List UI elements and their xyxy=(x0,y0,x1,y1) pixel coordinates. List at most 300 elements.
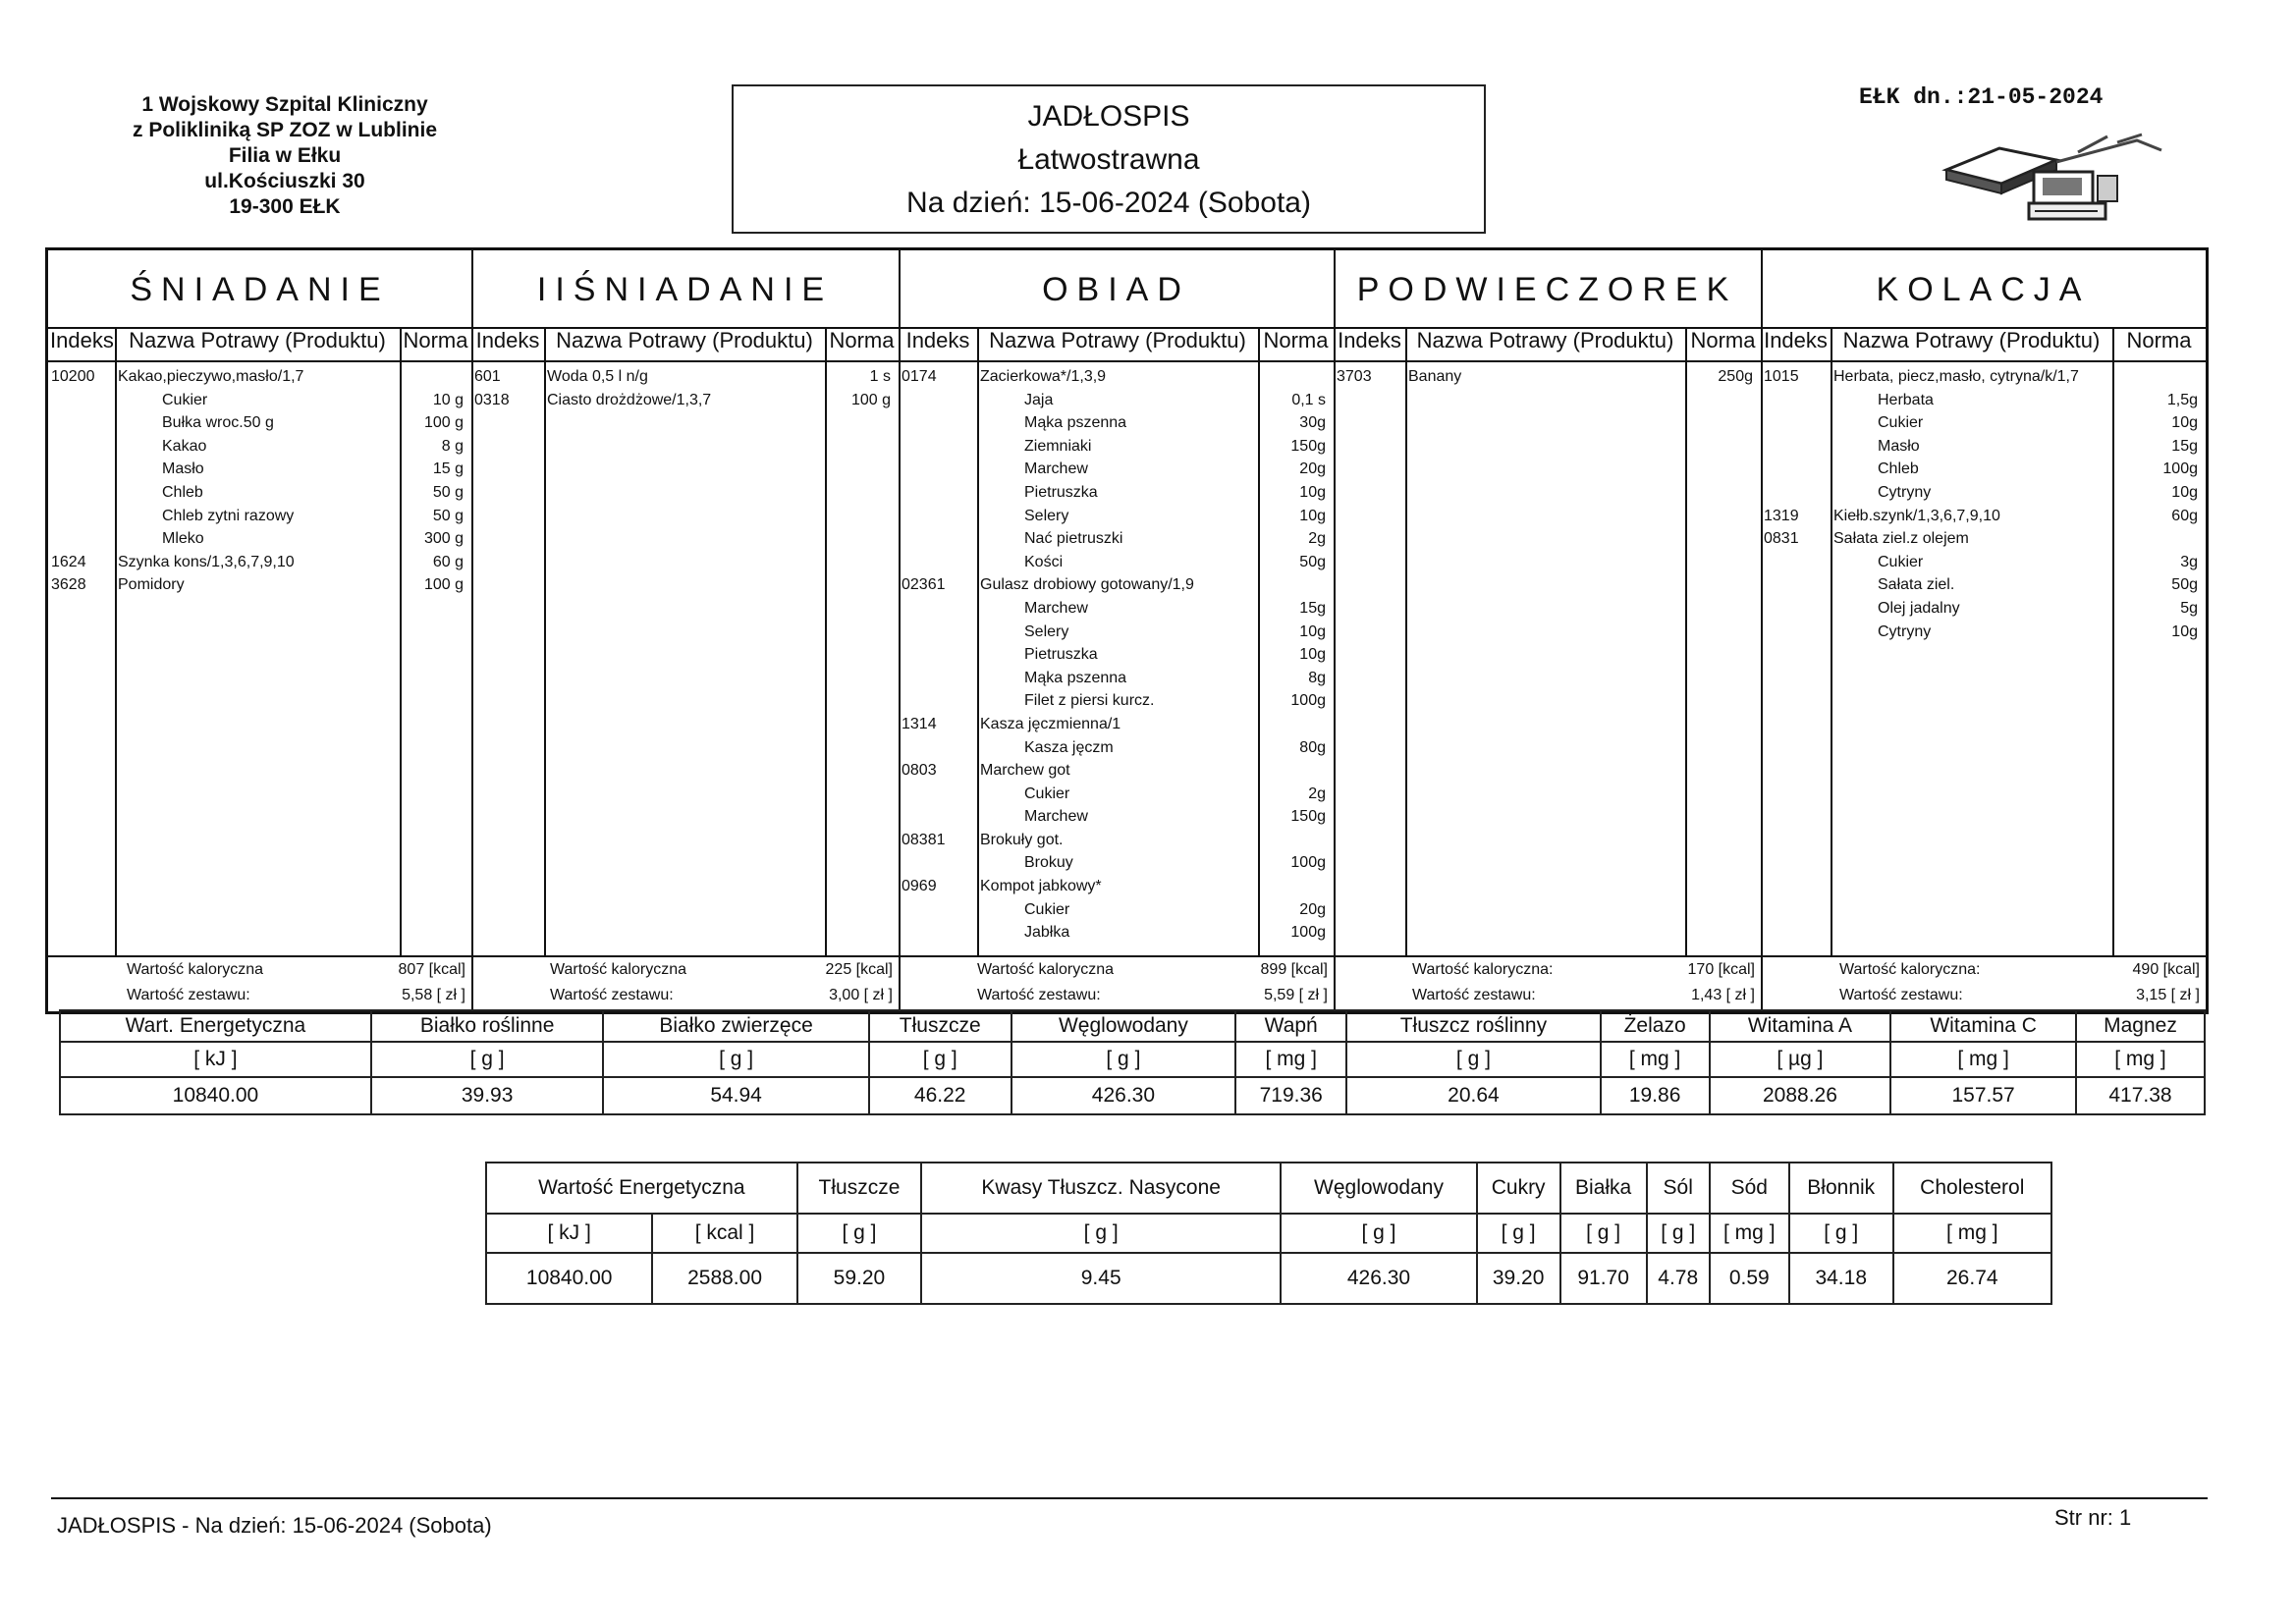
ingredient-name: Filet z piersi kurcz. xyxy=(1024,692,1155,710)
ingredient-name: Cytryny xyxy=(1878,622,1932,640)
dish-index: 0803 xyxy=(902,762,937,780)
meal-separator xyxy=(1334,250,1336,1011)
dish-name: Kiełb.szynk/1,3,6,7,9,10 xyxy=(1833,507,2000,524)
ingredient-name: Cukier xyxy=(1024,784,1070,802)
dish-column xyxy=(1408,365,1461,389)
nutrient-unit: [ g ] xyxy=(1346,1042,1600,1077)
index-column xyxy=(902,365,946,945)
nutrient-header: Wart. Energetyczna xyxy=(60,1010,371,1042)
set-cost-label: Wartość zestawu: xyxy=(1412,987,1536,1003)
calorie-value-value: 225 [kcal] xyxy=(825,961,893,978)
column-line xyxy=(1685,327,1687,955)
set-cost xyxy=(550,983,897,1008)
dish-norm: 80g xyxy=(1299,738,1326,756)
set-cost-label: Wartość zestawu: xyxy=(977,987,1101,1003)
dish-column xyxy=(547,365,711,411)
nutrient-value: 10840.00 xyxy=(60,1077,371,1114)
nutrient-value: 91.70 xyxy=(1560,1253,1647,1304)
menu-day: Na dzień: 15-06-2024 (Sobota) xyxy=(906,187,1311,219)
dish-norm: 30g xyxy=(1299,414,1326,432)
dish-column xyxy=(118,365,303,597)
nutrient-value: 2088.26 xyxy=(1710,1077,1891,1114)
dish-index xyxy=(1764,551,1799,574)
nutrient-header: Cholesterol xyxy=(1893,1163,2051,1214)
dish-index xyxy=(902,898,946,922)
set-cost-value: 3,00 [ zł ] xyxy=(829,987,893,1003)
calorie-value xyxy=(977,957,1332,983)
dish-index xyxy=(1764,411,1799,435)
set-cost-label: Wartość zestawu: xyxy=(127,987,250,1003)
column-line xyxy=(977,327,979,955)
dish-index xyxy=(902,527,946,551)
calorie-value-label: Wartość kaloryczna: xyxy=(1412,961,1554,978)
hospital-city: 19-300 EŁK xyxy=(229,195,341,218)
ingredient-name: Marchew xyxy=(1024,808,1088,826)
nutrient-value: 26.74 xyxy=(1893,1253,2051,1304)
nutrient-header: Tłuszcze xyxy=(797,1163,921,1214)
nutrient-value: 20.64 xyxy=(1346,1077,1600,1114)
nutrient-header: Białko zwierzęce xyxy=(603,1010,868,1042)
dish-norm: 5g xyxy=(2180,599,2198,617)
dish-norm: 100 g xyxy=(850,391,891,408)
dish-column xyxy=(1833,365,2079,643)
nutrient-header: Węglowodany xyxy=(1011,1010,1236,1042)
print-date: EŁK dn.:21-05-2024 xyxy=(1859,84,2104,110)
nutrient-value: 417.38 xyxy=(2076,1077,2205,1114)
dish-index: 0969 xyxy=(902,878,937,895)
nutrient-unit: [ g ] xyxy=(1560,1214,1647,1253)
ingredient-name: Chleb xyxy=(1878,460,1919,478)
dish-norm: 10g xyxy=(1299,646,1326,664)
dish-norm: 100g xyxy=(2162,460,2198,478)
nutrient-header: Żelazo xyxy=(1601,1010,1710,1042)
page-number: Str nr: 1 xyxy=(2054,1505,2132,1530)
nutrient-header: Sól xyxy=(1647,1163,1710,1214)
calorie-value-label: Wartość kaloryczna xyxy=(127,961,263,978)
title-box xyxy=(732,84,1486,234)
column-header-name: Nazwa Potrawy (Produktu) xyxy=(129,328,386,352)
nutrient-unit: [ µg ] xyxy=(1710,1042,1891,1077)
dish-index: 3703 xyxy=(1337,368,1372,385)
footer-line xyxy=(51,1497,2208,1499)
dish-name: Gulasz drobiowy gotowany/1,9 xyxy=(980,576,1194,594)
dish-name: Pomidory xyxy=(118,576,185,594)
ingredient-name: Mleko xyxy=(162,530,204,548)
nutrient-unit: [ g ] xyxy=(371,1042,604,1077)
computer-logo-icon xyxy=(1941,133,2166,226)
calorie-value-label: Wartość kaloryczna: xyxy=(1839,961,1981,978)
meal-grid xyxy=(45,247,2209,1014)
ingredient-name: Jabłka xyxy=(1024,924,1070,942)
dish-norm: 100 g xyxy=(423,414,464,432)
dish-norm xyxy=(1258,573,1326,597)
diet-name: Łatwostrawna xyxy=(1017,143,1200,176)
calorie-value-value: 899 [kcal] xyxy=(1260,961,1328,978)
calorie-value-label: Wartość kaloryczna xyxy=(977,961,1114,978)
ingredient-name: Cytryny xyxy=(1878,483,1932,501)
dish-name: Ciasto drożdżowe/1,3,7 xyxy=(547,391,712,408)
dish-norm xyxy=(400,365,464,389)
calorie-value xyxy=(1839,957,2204,983)
dish-name: Herbata, piecz,masło, cytryna/k/1,7 xyxy=(1833,368,2079,385)
dish-index: 601 xyxy=(474,368,501,385)
nutrient-unit: [ g ] xyxy=(921,1214,1281,1253)
dish-index xyxy=(902,783,946,806)
dish-norm xyxy=(1258,829,1326,852)
column-header-name: Nazwa Potrawy (Produktu) xyxy=(1416,328,1674,352)
dish-index: 1624 xyxy=(51,553,86,570)
nutrient-header: Sód xyxy=(1710,1163,1789,1214)
dish-index: 10200 xyxy=(51,368,95,385)
column-line xyxy=(1831,327,1832,955)
dish-index xyxy=(902,435,946,459)
set-cost xyxy=(127,983,469,1008)
meal-title-supper: KOLACJA xyxy=(1876,271,2091,308)
dish-norm: 2g xyxy=(1308,530,1326,548)
ingredient-name: Masło xyxy=(1878,437,1920,455)
meal-separator xyxy=(899,250,901,1011)
meal-summary xyxy=(127,957,469,1008)
dish-index xyxy=(902,667,946,690)
dish-norm: 150g xyxy=(1290,808,1326,826)
ingredient-name: Selery xyxy=(1024,622,1069,640)
hospital-address xyxy=(88,92,481,220)
column-header-norm: Norma xyxy=(829,328,895,352)
dish-norm: 10g xyxy=(1299,507,1326,524)
dish-norm: 1 s xyxy=(869,368,891,385)
dish-norm: 20g xyxy=(1299,460,1326,478)
ingredient-name: Kakao xyxy=(162,437,207,455)
calorie-value-value: 170 [kcal] xyxy=(1687,961,1755,978)
nutrient-header: Wartość Energetyczna xyxy=(486,1163,797,1214)
nutrient-unit: [ g ] xyxy=(1011,1042,1236,1077)
dish-index: 02361 xyxy=(902,576,946,594)
dish-index xyxy=(902,805,946,829)
nutrient-unit: [ g ] xyxy=(1789,1214,1893,1253)
nutrient-unit: [ kJ ] xyxy=(60,1042,371,1077)
dish-index xyxy=(51,505,95,528)
nutrient-unit: [ g ] xyxy=(797,1214,921,1253)
nutrient-unit: [ g ] xyxy=(1281,1214,1477,1253)
nutrient-value: 157.57 xyxy=(1890,1077,2076,1114)
norm-column xyxy=(1258,365,1326,945)
column-header-name: Nazwa Potrawy (Produktu) xyxy=(556,328,813,352)
ingredient-name: Pietruszka xyxy=(1024,483,1098,501)
ingredient-name: Olej jadalny xyxy=(1878,599,1960,617)
index-column xyxy=(1337,365,1372,389)
ingredient-name: Ziemniaki xyxy=(1024,437,1092,455)
nutrient-header: Kwasy Tłuszcz. Nasycone xyxy=(921,1163,1281,1214)
page-title: JADŁOSPIS xyxy=(1027,100,1190,133)
column-header-norm: Norma xyxy=(403,328,468,352)
column-line xyxy=(825,327,827,955)
nutrient-value: 719.36 xyxy=(1235,1077,1346,1114)
meal-summary xyxy=(977,957,1332,1008)
nutrient-value: 0.59 xyxy=(1710,1253,1789,1304)
dish-index: 3628 xyxy=(51,576,86,594)
set-cost xyxy=(1412,983,1759,1008)
set-cost-label: Wartość zestawu: xyxy=(1839,987,1963,1003)
calorie-value-value: 490 [kcal] xyxy=(2132,961,2200,978)
meal-separator xyxy=(1761,250,1763,1011)
dish-index xyxy=(51,527,95,551)
dish-norm: 15g xyxy=(1299,599,1326,617)
ingredient-name: Pietruszka xyxy=(1024,646,1098,664)
dish-norm: 10g xyxy=(1299,622,1326,640)
dish-norm: 100g xyxy=(1290,924,1326,942)
dish-index xyxy=(1764,481,1799,505)
column-header-index: Indeks xyxy=(50,328,114,352)
dish-index: 0174 xyxy=(902,368,937,385)
nutrient-header: Białko roślinne xyxy=(371,1010,604,1042)
dish-norm: 100g xyxy=(1290,854,1326,872)
index-column xyxy=(474,365,510,411)
calorie-value-value: 807 [kcal] xyxy=(398,961,465,978)
nutrient-header: Błonnik xyxy=(1789,1163,1893,1214)
ingredient-name: Cukier xyxy=(1878,414,1924,432)
column-header-norm: Norma xyxy=(1690,328,1756,352)
meal-summary xyxy=(1412,957,1759,1008)
norm-column xyxy=(1685,365,1753,389)
dish-name: Sałata ziel.z olejem xyxy=(1833,530,1969,548)
nutrient-value: 34.18 xyxy=(1789,1253,1893,1304)
dish-index xyxy=(1764,435,1799,459)
dish-name: Kasza jęczmienna/1 xyxy=(980,715,1121,732)
dish-name: Kakao,pieczywo,masło/1,7 xyxy=(118,368,304,385)
nutrient-header: Tłuszcze xyxy=(869,1010,1011,1042)
dish-norm: 60 g xyxy=(432,553,464,570)
dish-name: Woda 0,5 l n/g xyxy=(547,368,648,385)
nutrient-value: 59.20 xyxy=(797,1253,921,1304)
ingredient-name: Nać pietruszki xyxy=(1024,530,1123,548)
dish-index xyxy=(1764,458,1799,481)
footer-title: JADŁOSPIS - Na dzień: 15-06-2024 (Sobota) xyxy=(57,1513,492,1538)
dish-norm: 0,1 s xyxy=(1291,391,1326,408)
meal-title-second-breakfast: IIŚNIADANIE xyxy=(536,271,834,308)
ingredient-name: Chleb xyxy=(162,483,203,501)
dish-norm: 10g xyxy=(2171,483,2198,501)
nutrient-value: 426.30 xyxy=(1281,1253,1477,1304)
dish-norm: 100 g xyxy=(423,576,464,594)
ingredient-name: Mąka pszenna xyxy=(1024,669,1127,686)
ingredient-name: Cukier xyxy=(162,391,208,408)
ingredient-name: Bułka wroc.50 g xyxy=(162,414,274,432)
nutrient-header: Tłuszcz roślinny xyxy=(1346,1010,1600,1042)
dish-norm: 10 g xyxy=(432,391,464,408)
set-cost-value: 5,59 [ zł ] xyxy=(1264,987,1328,1003)
set-cost-label: Wartość zestawu: xyxy=(550,987,674,1003)
ingredient-name: Marchew xyxy=(1024,599,1088,617)
norm-column xyxy=(825,365,891,411)
dish-index xyxy=(51,389,95,412)
dish-index xyxy=(902,551,946,574)
ingredient-name: Brokuy xyxy=(1024,854,1073,872)
ingredient-name: Kości xyxy=(1024,553,1064,570)
column-header-index: Indeks xyxy=(1764,328,1828,352)
dish-norm: 150g xyxy=(1290,437,1326,455)
column-header-norm: Norma xyxy=(2126,328,2192,352)
dish-norm: 10g xyxy=(2171,622,2198,640)
nutrient-value: 46.22 xyxy=(869,1077,1011,1114)
calorie-value xyxy=(550,957,897,983)
column-header-index: Indeks xyxy=(475,328,540,352)
norm-column xyxy=(400,365,464,597)
column-header-index: Indeks xyxy=(1338,328,1401,352)
dish-norm: 50 g xyxy=(432,507,464,524)
nutrient-unit: [ mg ] xyxy=(1893,1214,2051,1253)
column-header-norm: Norma xyxy=(1263,328,1329,352)
dish-norm: 50 g xyxy=(432,483,464,501)
ingredient-name: Cukier xyxy=(1878,553,1924,570)
ingredient-name: Mąka pszenna xyxy=(1024,414,1127,432)
nutrient-header: Witamina C xyxy=(1890,1010,2076,1042)
dish-norm xyxy=(2112,365,2198,389)
dish-norm: 2g xyxy=(1308,784,1326,802)
hospital-parent: z Polikliniką SP ZOZ w Lublinie xyxy=(133,119,437,141)
dish-name: Marchew got xyxy=(980,762,1070,780)
meal-separator xyxy=(471,250,473,1011)
nutrient-value: 54.94 xyxy=(603,1077,868,1114)
dish-column xyxy=(980,365,1194,945)
set-cost-value: 1,43 [ zł ] xyxy=(1691,987,1755,1003)
ingredient-name: Chleb zytni razowy xyxy=(162,507,295,524)
calorie-value-label: Wartość kaloryczna xyxy=(550,961,686,978)
dish-index xyxy=(902,851,946,875)
dish-index: 1319 xyxy=(1764,507,1799,524)
dish-norm xyxy=(1258,759,1326,783)
nutrient-value: 9.45 xyxy=(921,1253,1281,1304)
dish-name: Szynka kons/1,3,6,7,9,10 xyxy=(118,553,295,570)
nutrient-header: Cukry xyxy=(1477,1163,1560,1214)
meal-summary xyxy=(1839,957,2204,1008)
meal-title-afternoon-snack: PODWIECZOREK xyxy=(1356,271,1738,308)
ingredient-name: Kasza jęczm xyxy=(1024,738,1114,756)
dish-index: 08381 xyxy=(902,831,946,848)
set-cost-value: 3,15 [ zł ] xyxy=(2136,987,2200,1003)
dish-index xyxy=(902,481,946,505)
nutrition-table-2 xyxy=(485,1162,2052,1305)
nutrient-value: 19.86 xyxy=(1601,1077,1710,1114)
nutrition-table-1 xyxy=(59,1009,2206,1115)
dish-index xyxy=(1764,597,1799,621)
dish-norm: 15 g xyxy=(432,460,464,478)
dish-index xyxy=(51,481,95,505)
hospital-street: ul.Kościuszki 30 xyxy=(204,170,365,192)
nutrient-value: 39.93 xyxy=(371,1077,604,1114)
nutrient-unit: [ mg ] xyxy=(1601,1042,1710,1077)
nutrient-value: 10840.00 xyxy=(486,1253,652,1304)
dish-norm: 300 g xyxy=(423,530,464,548)
dish-index xyxy=(902,689,946,713)
nutrient-unit: [ g ] xyxy=(603,1042,868,1077)
norm-column xyxy=(2112,365,2198,643)
dish-index xyxy=(902,411,946,435)
column-header-name: Nazwa Potrawy (Produktu) xyxy=(1842,328,2101,352)
dish-index xyxy=(902,921,946,945)
nutrient-value: 39.20 xyxy=(1477,1253,1560,1304)
column-header-name: Nazwa Potrawy (Produktu) xyxy=(989,328,1246,352)
nutrient-header: Magnez xyxy=(2076,1010,2205,1042)
dish-index xyxy=(1764,621,1799,644)
set-cost-value: 5,58 [ zł ] xyxy=(402,987,465,1003)
dish-index xyxy=(902,389,946,412)
dish-norm: 10g xyxy=(1299,483,1326,501)
dish-norm: 60g xyxy=(2171,507,2198,524)
dish-norm xyxy=(1258,713,1326,736)
nutrient-unit: [ g ] xyxy=(1477,1214,1560,1253)
ingredient-name: Herbata xyxy=(1878,391,1934,408)
dish-norm: 50g xyxy=(2171,576,2198,594)
nutrient-unit: [ mg ] xyxy=(1710,1214,1789,1253)
nutrient-unit: [ mg ] xyxy=(1890,1042,2076,1077)
nutrient-header: Białka xyxy=(1560,1163,1647,1214)
dish-index: 0831 xyxy=(1764,530,1799,548)
dish-norm: 10g xyxy=(2171,414,2198,432)
column-line xyxy=(544,327,546,955)
ingredient-name: Cukier xyxy=(1024,900,1070,918)
dish-index xyxy=(902,643,946,667)
nutrient-header: Węglowodany xyxy=(1281,1163,1477,1214)
nutrient-value: 4.78 xyxy=(1647,1253,1710,1304)
dish-index xyxy=(902,597,946,621)
column-header-index: Indeks xyxy=(905,328,970,352)
dish-index xyxy=(902,505,946,528)
dish-index xyxy=(902,736,946,760)
nutrient-header: Witamina A xyxy=(1710,1010,1891,1042)
dish-name: Zacierkowa*/1,3,9 xyxy=(980,368,1107,385)
dish-index xyxy=(51,458,95,481)
column-header-divider xyxy=(48,360,2206,362)
ingredient-name: Sałata ziel. xyxy=(1878,576,1955,594)
dish-name: Banany xyxy=(1408,368,1462,385)
dish-norm: 3g xyxy=(2180,553,2198,570)
dish-index: 0318 xyxy=(474,391,510,408)
meal-summary xyxy=(550,957,897,1008)
dish-norm: 100g xyxy=(1290,692,1326,710)
nutrient-unit: [ g ] xyxy=(1647,1214,1710,1253)
meal-title-breakfast: ŚNIADANIE xyxy=(130,271,390,308)
dish-index xyxy=(51,411,95,435)
dish-index xyxy=(902,621,946,644)
dish-index xyxy=(902,458,946,481)
nutrient-value: 2588.00 xyxy=(652,1253,796,1304)
dish-norm: 1,5g xyxy=(2166,391,2198,408)
dish-norm: 8 g xyxy=(441,437,464,455)
dish-index: 1314 xyxy=(902,715,937,732)
ingredient-name: Jaja xyxy=(1024,391,1054,408)
nutrient-value: 426.30 xyxy=(1011,1077,1236,1114)
hospital-name: 1 Wojskowy Szpital Kliniczny xyxy=(141,93,428,116)
dish-norm: 250g xyxy=(1718,368,1753,385)
column-line xyxy=(1405,327,1407,955)
ingredient-name: Masło xyxy=(162,460,204,478)
nutrient-unit: [ g ] xyxy=(869,1042,1011,1077)
dish-norm: 15g xyxy=(2171,437,2198,455)
calorie-value xyxy=(1412,957,1759,983)
dish-norm: 20g xyxy=(1299,900,1326,918)
dish-index xyxy=(1764,573,1799,597)
dish-norm: 50g xyxy=(1299,553,1326,570)
hospital-branch: Filia w Ełku xyxy=(228,144,342,167)
index-column xyxy=(51,365,95,597)
index-column xyxy=(1764,365,1799,643)
nutrient-header: Wapń xyxy=(1235,1010,1346,1042)
set-cost xyxy=(1839,983,2204,1008)
ingredient-name: Marchew xyxy=(1024,460,1088,478)
column-line xyxy=(115,327,117,955)
dish-norm xyxy=(2112,527,2198,551)
dish-index: 1015 xyxy=(1764,368,1799,385)
